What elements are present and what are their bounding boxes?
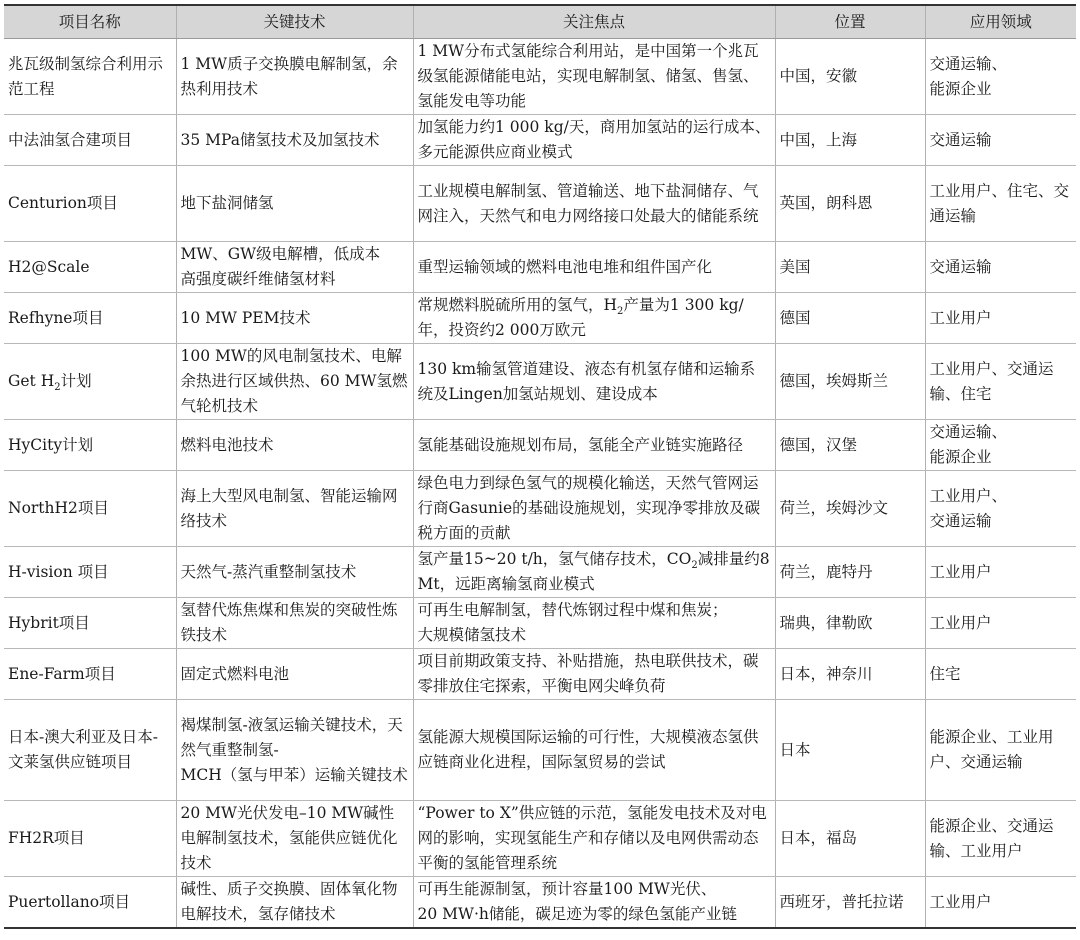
cell-focus: 加氢能力约1 000 kg/天，商用加氢站的运行成本、多元能源供应商业模式 <box>413 115 775 166</box>
table-row <box>4 877 1076 929</box>
cell-application: 交通运输、 能源企业 <box>925 39 1076 115</box>
table-row <box>4 598 1076 649</box>
cell-project-name: Refhyne项目 <box>4 293 176 344</box>
header-location: 位置 <box>775 5 925 39</box>
cell-key-technology: 10 MW PEM技术 <box>176 293 413 344</box>
cell-location: 荷兰，埃姆沙文 <box>775 471 925 547</box>
cell-focus: 1 MW分布式氢能综合利用站，是中国第一个兆瓦级氢能源储能电站，实现电解制氢、储氢、售氢、氢能发电等功能 <box>413 39 775 115</box>
cell-project-name: H-vision 项目 <box>4 547 176 598</box>
cell-key-technology: MW、GW级电解槽，低成本 高强度碳纤维储氢材料 <box>176 242 413 293</box>
cell-key-technology: 地下盐洞储氢 <box>176 166 413 242</box>
cell-key-technology: 1 MW质子交换膜电解制氢，余热利用技术 <box>176 39 413 115</box>
cell-location: 德国 <box>775 293 925 344</box>
cell-application: 工业用户 <box>925 293 1076 344</box>
cell-project-name: NorthH2项目 <box>4 471 176 547</box>
table-row <box>4 547 1076 598</box>
cell-application: 工业用户、 交通运输 <box>925 471 1076 547</box>
name-text-part: 计划 <box>60 372 92 390</box>
table-row <box>4 801 1076 877</box>
cell-key-technology: 天然气-蒸汽重整制氢技术 <box>176 547 413 598</box>
table-row <box>4 115 1076 166</box>
cell-project-name: 兆瓦级制氢综合利用示范工程 <box>4 39 176 115</box>
cell-focus: 130 km输氢管道建设、液态有机氢存储和运输系统及Lingen加氢站规划、建设成本 <box>413 344 775 420</box>
cell-application: 工业用户、交通运输、住宅 <box>925 344 1076 420</box>
cell-location: 德国，埃姆斯兰 <box>775 344 925 420</box>
name-text-part: Get H <box>8 372 55 390</box>
cell-location: 日本 <box>775 700 925 801</box>
cell-focus <box>413 547 775 598</box>
cell-focus <box>413 293 775 344</box>
cell-key-technology: 氢替代炼焦煤和焦炭的突破性炼铁技术 <box>176 598 413 649</box>
cell-key-technology: 固定式燃料电池 <box>176 649 413 700</box>
table-row <box>4 344 1076 420</box>
table-row <box>4 242 1076 293</box>
cell-key-technology: 碱性、质子交换膜、固体氧化物电解技术，氢存储技术 <box>176 877 413 929</box>
cell-application: 工业用户 <box>925 877 1076 929</box>
cell-location: 日本，福岛 <box>775 801 925 877</box>
cell-focus: “Power to X”供应链的示范，氢能发电技术及对电网的影响，实现氢能生产和存储以及电网供需动态平衡的氢能管理系统 <box>413 801 775 877</box>
cell-project-name: 日本-澳大利亚及日本-文莱氢供应链项目 <box>4 700 176 801</box>
cell-project-name: HyCity计划 <box>4 420 176 471</box>
header-application: 应用领域 <box>925 5 1076 39</box>
subscript-text: 2 <box>617 306 624 318</box>
table-body <box>4 39 1076 929</box>
cell-focus: 氢能基础设施规划布局，氢能全产业链实施路径 <box>413 420 775 471</box>
cell-location: 德国，汉堡 <box>775 420 925 471</box>
cell-focus: 可再生电解制氢，替代炼钢过程中煤和焦炭； 大规模储氢技术 <box>413 598 775 649</box>
focus-text-part: 氢产量15~20 t/h，氢气储存技术，CO <box>417 550 692 568</box>
cell-application: 工业用户 <box>925 547 1076 598</box>
table-row <box>4 293 1076 344</box>
focus-text-part: 产量为1 300 kg/年，投资约2 000万欧元 <box>417 296 744 339</box>
header-row <box>4 5 1076 39</box>
table-row <box>4 166 1076 242</box>
cell-application: 工业用户、住宅、交通运输 <box>925 166 1076 242</box>
hydrogen-projects-table <box>4 4 1076 929</box>
cell-application: 住宅 <box>925 649 1076 700</box>
cell-key-technology: 海上大型风电制氢、智能运输网络技术 <box>176 471 413 547</box>
cell-focus: 氢能源大规模国际运输的可行性，大规模液态氢供应链商业化进程，国际氢贸易的尝试 <box>413 700 775 801</box>
header-key-technology: 关键技术 <box>176 5 413 39</box>
cell-project-name: 中法油氢合建项目 <box>4 115 176 166</box>
cell-location: 美国 <box>775 242 925 293</box>
cell-key-technology: 100 MW的风电制氢技术、电解余热进行区域供热、60 MW氢燃气轮机技术 <box>176 344 413 420</box>
header-project-name: 项目名称 <box>4 5 176 39</box>
focus-text-part: 减排量约8 Mt，远距离输氢商业模式 <box>417 550 770 593</box>
table-row <box>4 39 1076 115</box>
cell-project-name: Puertollano项目 <box>4 877 176 929</box>
cell-location: 荷兰，鹿特丹 <box>775 547 925 598</box>
table-row <box>4 649 1076 700</box>
table-row <box>4 420 1076 471</box>
cell-application: 交通运输 <box>925 115 1076 166</box>
focus-text-part: 常规燃料脱硫所用的氢气，H <box>417 296 618 314</box>
cell-focus: 可再生能源制氢，预计容量100 MW光伏、 20 MW·h储能，碳足迹为零的绿色氢能产业链 <box>413 877 775 929</box>
cell-focus: 重型运输领域的燃料电池电堆和组件国产化 <box>413 242 775 293</box>
subscript-text: 2 <box>54 382 61 394</box>
cell-project-name: Ene-Farm项目 <box>4 649 176 700</box>
cell-location: 英国，朗科恩 <box>775 166 925 242</box>
cell-project-name: FH2R项目 <box>4 801 176 877</box>
table-header <box>4 5 1076 39</box>
cell-project-name: H2@Scale <box>4 242 176 293</box>
cell-application: 能源企业、交通运输、工业用户 <box>925 801 1076 877</box>
cell-location: 瑞典，律勒欧 <box>775 598 925 649</box>
cell-project-name: Centurion项目 <box>4 166 176 242</box>
table-row <box>4 700 1076 801</box>
cell-application: 能源企业、工业用户、交通运输 <box>925 700 1076 801</box>
cell-focus: 工业规模电解制氢、管道输送、地下盐洞储存、气网注入，天然气和电力网络接口处最大的储能系统 <box>413 166 775 242</box>
cell-focus: 项目前期政策支持、补贴措施，热电联供技术，碳零排放住宅探索，平衡电网尖峰负荷 <box>413 649 775 700</box>
cell-focus: 绿色电力到绿色氢气的规模化输送，天然气管网运行商Gasunie的基础设施规划，实现净零排放及碳税方面的贡献 <box>413 471 775 547</box>
cell-location: 西班牙，普托拉诺 <box>775 877 925 929</box>
cell-key-technology: 褐煤制氢-液氢运输关键技术，天然气重整制氢- MCH（氢与甲苯）运输关键技术 <box>176 700 413 801</box>
cell-location: 中国，上海 <box>775 115 925 166</box>
cell-application: 工业用户 <box>925 598 1076 649</box>
cell-application: 交通运输、 能源企业 <box>925 420 1076 471</box>
cell-key-technology: 35 MPa储氢技术及加氢技术 <box>176 115 413 166</box>
cell-application: 交通运输 <box>925 242 1076 293</box>
header-focus: 关注焦点 <box>413 5 775 39</box>
subscript-text: 2 <box>691 560 698 572</box>
table-row <box>4 471 1076 547</box>
cell-location: 日本，神奈川 <box>775 649 925 700</box>
cell-project-name: Hybrit项目 <box>4 598 176 649</box>
cell-key-technology: 20 MW光伏发电–10 MW碱性电解制氢技术，氢能供应链优化技术 <box>176 801 413 877</box>
cell-project-name <box>4 344 176 420</box>
cell-location: 中国，安徽 <box>775 39 925 115</box>
cell-key-technology: 燃料电池技术 <box>176 420 413 471</box>
